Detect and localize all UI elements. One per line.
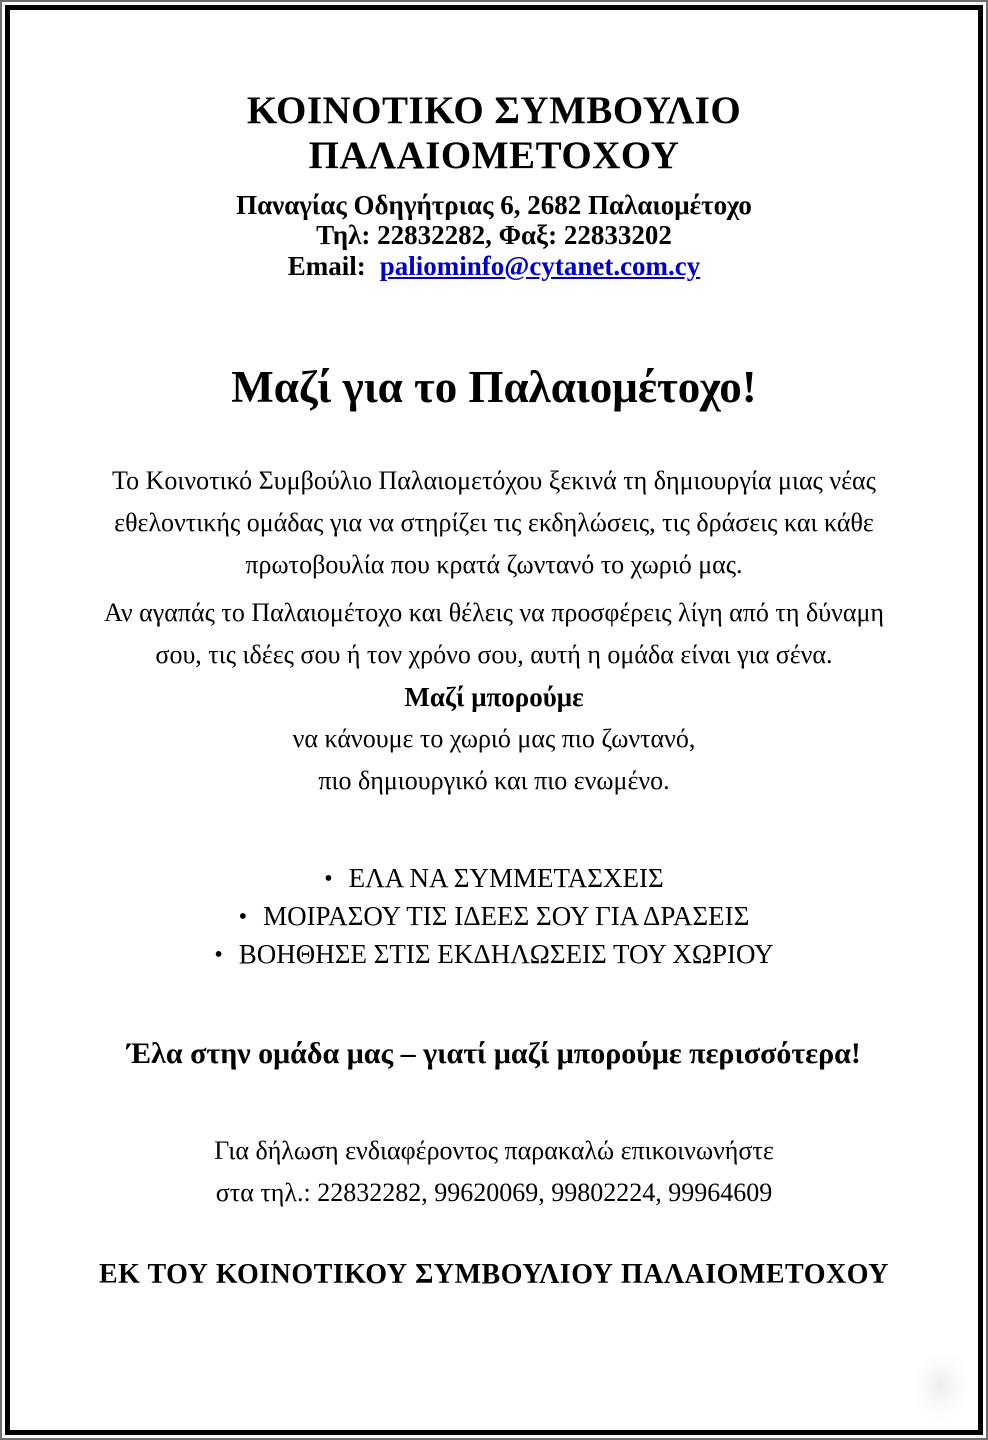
contact-line-1: Για δήλωση ενδιαφέροντος παρακαλώ επικοινωνήστε: [214, 1136, 774, 1165]
appeal-paragraph: Αν αγαπάς το Παλαιομέτοχο και θέλεις να προσφέρεις λίγη από τη δύναμη σου, τις ιδέες σου ή τον χρόνο σου, αυτή η ομάδα είναι για σένα.: [103, 598, 885, 669]
organization-address: Παναγίας Οδηγήτριας 6, 2682 Παλαιομέτοχο: [236, 190, 752, 220]
contact-line-2: στα τηλ.: 22832282, 99620069, 99802224, 99964609: [215, 1178, 773, 1207]
contact-block: [10, 1130, 978, 1214]
organization-name-line1: ΚΟΙΝΟΤΙΚΟ ΣΥΜΒΟΥΛΙΟ: [246, 89, 742, 132]
list-item: [10, 898, 978, 936]
list-item-label: ΕΛΑ ΝΑ ΣΥΜΜΕΤΑΣΧΕΙΣ: [348, 863, 664, 893]
list-item: [10, 936, 978, 974]
together-line-3: πιο δημιουργικό και πιο ενωμένο.: [318, 766, 670, 795]
list-item: [10, 860, 978, 898]
intro-paragraph: Το Κοινοτικό Συμβούλιο Παλαιομετόχου ξεκινά τη δημιουργία μιας νέας εθελοντικής ομάδας για να στηρίζει τις εκδηλώσεις, τις δράσεις και κάθε πρωτοβουλία που κρατά ζωντανό το χωριό μας.: [112, 466, 876, 579]
together-line-2: να κάνουμε το χωριό μας πιο ζωντανό,: [292, 724, 696, 753]
bullet-dot-icon: •: [214, 942, 223, 968]
document-frame: [5, 5, 983, 1435]
page-title: Μαζί για το Παλαιομέτοχο!: [231, 362, 757, 412]
together-block: [10, 676, 978, 802]
list-item-label: ΜΟΙΡΑΣΟΥ ΤΙΣ ΙΔΕΕΣ ΣΟΥ ΓΙΑ ΔΡΑΣΕΙΣ: [263, 901, 750, 931]
email-link[interactable]: paliominfo@cytanet.com.cy: [379, 251, 701, 281]
bullet-dot-icon: •: [238, 904, 248, 930]
together-heading: Μαζί μπορούμε: [404, 682, 584, 712]
organization-phone-fax: Τηλ: 22832282, Φαξ: 22833202: [316, 220, 672, 250]
letterhead: [10, 88, 978, 282]
organization-name: [10, 88, 978, 178]
organization-name-line2: ΠΑΛΑΙΟΜΕΤΟΧΟΥ: [308, 134, 680, 177]
organization-email-row: [10, 250, 978, 282]
email-label: Email:: [287, 251, 366, 281]
bullet-dot-icon: •: [324, 866, 333, 892]
signature-line: ΕΚ ΤΟΥ ΚΟΙΝΟΤΙΚΟΥ ΣΥΜΒΟΥΛΙΟΥ ΠΑΛΑΙΟΜΕΤΟΧΟΥ: [99, 1259, 889, 1290]
slogan-line: Έλα στην ομάδα μας – γιατί μαζί μπορούμε περισσότερα!: [127, 1037, 861, 1070]
corner-smudge-decoration: [894, 1342, 972, 1422]
list-item-label: ΒΟΗΘΗΣΕ ΣΤΙΣ ΕΚΔΗΛΩΣΕΙΣ ΤΟΥ ΧΩΡΙΟΥ: [238, 939, 774, 969]
call-to-action-list: [10, 860, 978, 974]
